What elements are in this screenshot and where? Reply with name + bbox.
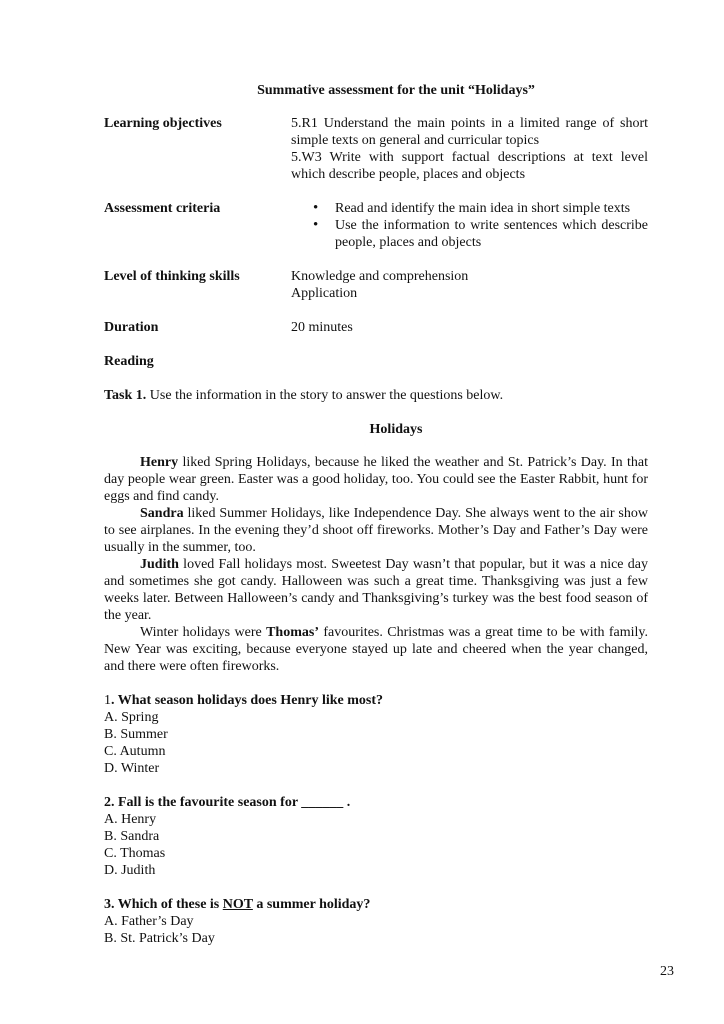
answer-option[interactable]: B. St. Patrick’s Day [104,931,215,946]
character-name: Judith [140,557,179,572]
character-name: Thomas’ [266,625,319,640]
task-text: Use the information in the story to answer the questions below. [146,388,504,403]
objectives-value [291,115,648,183]
question-text: 1. What season holidays does Henry like most? [104,693,383,708]
task-instruction [104,387,648,404]
thinking-label: Level of thinking skills [104,269,240,284]
reading-heading: Reading [104,354,154,369]
worksheet-page [104,70,648,947]
answer-option[interactable]: A. Henry [104,812,157,827]
duration-row [104,319,648,336]
criteria-label: Assessment criteria [104,201,221,216]
thinking-row [104,268,648,302]
question-1 [104,692,648,777]
criteria-item: • Read and identify the main idea in short simple texts [335,200,648,217]
criteria-list [291,200,648,251]
thinking-item: Knowledge and comprehension [291,269,469,284]
question-3 [104,896,648,947]
answer-option[interactable]: A. Spring [104,710,159,725]
duration-value: 20 minutes [291,320,353,335]
question-text: 2. Fall is the favourite season for ______ . [104,795,351,810]
page-title: Summative assessment for the unit “Holidays” [257,83,535,98]
answer-option[interactable]: B. Sandra [104,829,160,844]
story-title: Holidays [369,422,423,437]
answer-option[interactable]: C. Thomas [104,846,166,861]
answer-option[interactable]: C. Autumn [104,744,166,759]
criteria-row [104,200,648,251]
story-paragraph: Sandra liked Summer Holidays, like Independence Day. She always went to the air show to see airplanes. In the evening they’d shoot off fireworks. Mother’s Day and Father’s Day were usually in the summer, too. [104,506,648,555]
task-label: Task 1. [104,388,147,403]
answer-option[interactable]: D. Winter [104,761,160,776]
criteria-value [291,200,648,251]
character-name: Henry [140,455,179,470]
answer-option[interactable]: D. Judith [104,863,156,878]
question-2 [104,794,648,879]
objectives-row [104,115,648,183]
character-name: Sandra [140,506,184,521]
story-paragraph: Winter holidays were Thomas’ favourites. Christmas was a great time to be with family. New Year was exciting, because everyone stayed up late and cheered when the year changed, and there were often fireworks. [104,625,648,674]
question-text: 3. Which of these is NOT a summer holiday? [104,897,371,912]
criteria-item: • Use the information to write sentences which describe people, places and objects [335,217,648,251]
story-text [104,454,648,675]
thinking-value [291,268,648,302]
objective-item: 5.W3 Write with support factual descriptions at text level which describe people, places and objects [291,150,648,182]
objective-item: 5.R1 Understand the main points in a limited range of short simple texts on general and curricular topics [291,116,648,148]
answer-option[interactable]: A. Father’s Day [104,914,194,929]
thinking-item: Application [291,286,358,301]
answer-option[interactable]: B. Summer [104,727,168,742]
story-paragraph: Judith loved Fall holidays most. Sweetest Day wasn’t that popular, but it was a nice day and sometimes she got candy. Halloween was such a great time. Thanksgiving was just a few weeks later. Between Halloween’s candy and Thanksgiving’s turkey was the best food season of the year. [104,557,648,623]
objectives-label: Learning objectives [104,116,222,131]
duration-label: Duration [104,320,159,335]
story-paragraph: Henry liked Spring Holidays, because he liked the weather and St. Patrick’s Day. In that day people wear green. Easter was a good holiday, too. You could see the Easter Rabbit, hunt for eggs and find candy. [104,455,648,504]
page-number: 23 [660,964,674,979]
